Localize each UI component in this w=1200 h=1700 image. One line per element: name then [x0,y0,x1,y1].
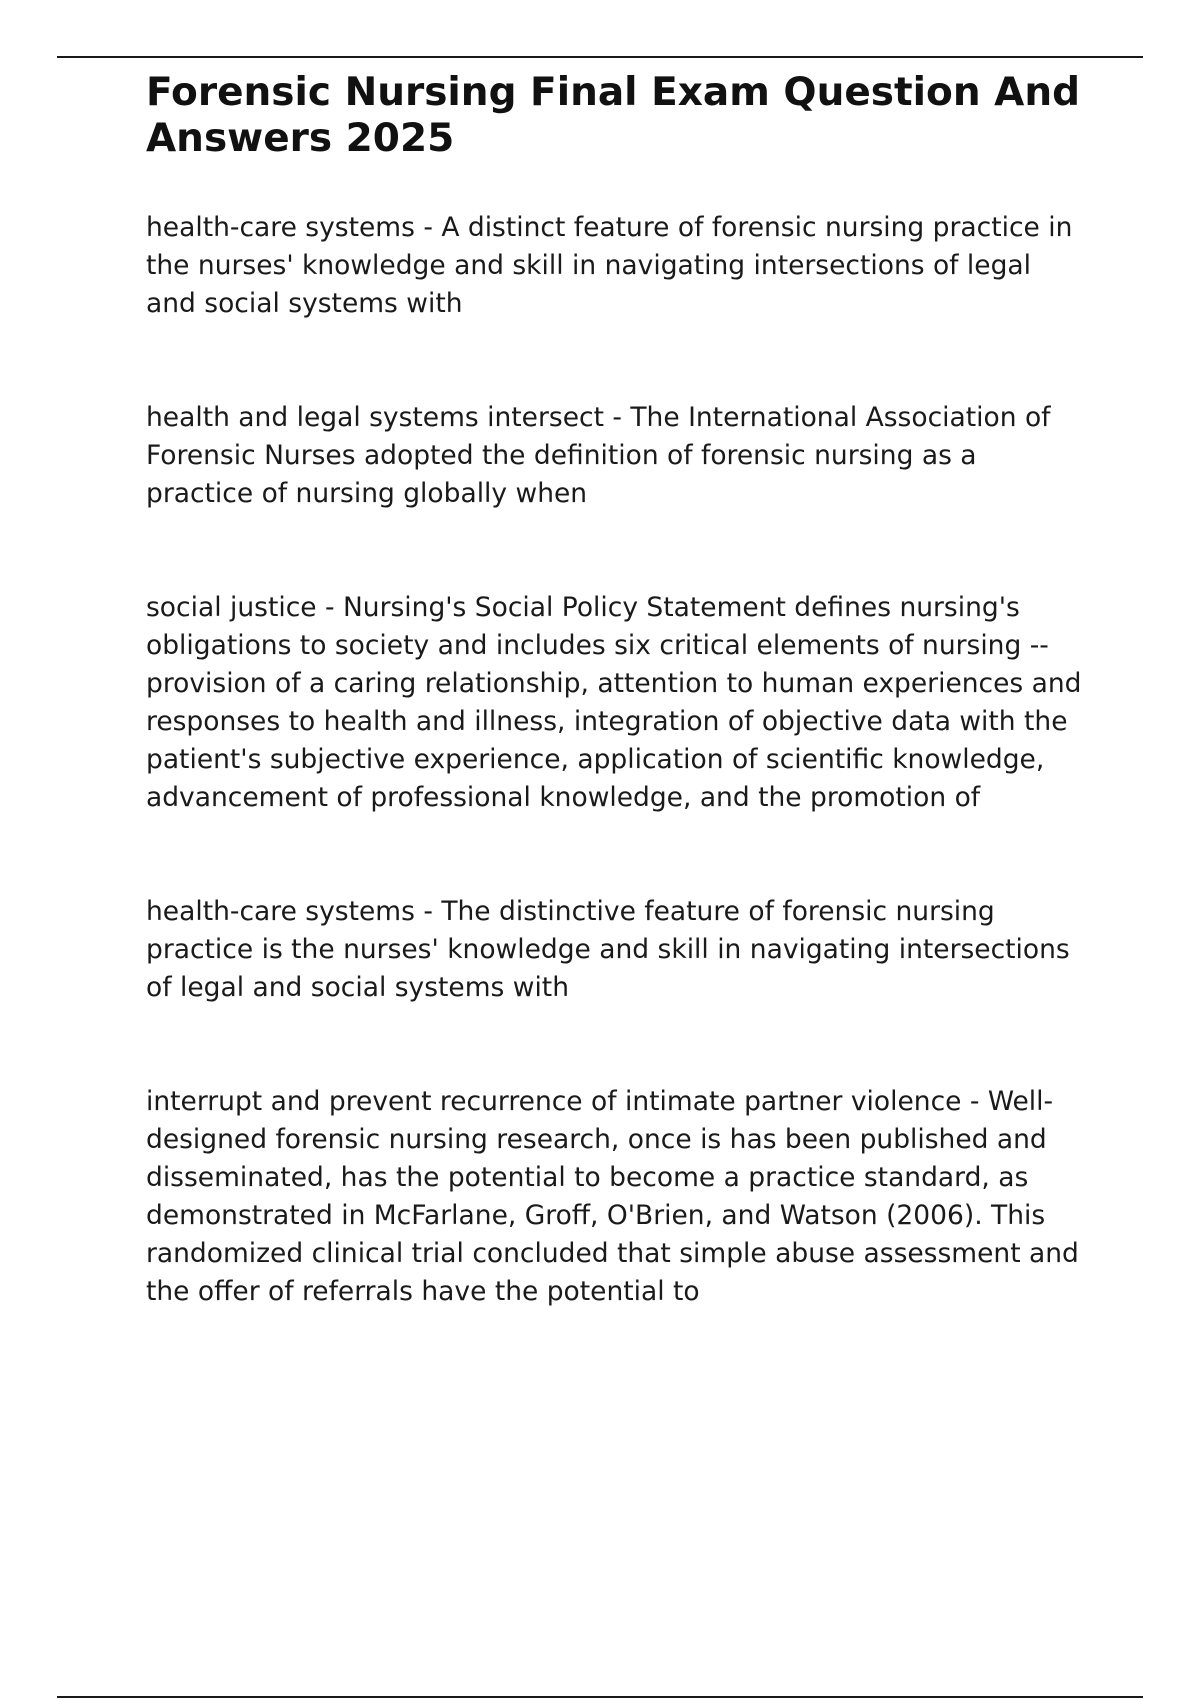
top-rule [57,56,1143,58]
bottom-rule [57,1696,1143,1698]
qa-item-3: social justice - Nursing's Social Policy Statement defines nursing's obligations to society and includes six critical elements of nursing -- provision of a caring relationship, attention to human experiences and responses to health and illness, integration of objective data with the patient's subjective experience, application of scientific knowledge, advancement of professional knowledge, and the promotion of [146,592,1082,813]
qa-item-4: health-care systems - The distinctive feature of forensic nursing practice is the nurses' knowledge and skill in navigating intersections of legal and social systems with [146,896,1070,1003]
qa-item-1: health-care systems - A distinct feature of forensic nursing practice in the nurses' knowledge and skill in navigating intersections of legal and social systems with [146,212,1073,319]
qa-item-5: interrupt and prevent recurrence of intimate partner violence - Well-designed forensic nursing research, once is has been published and disseminated, has the potential to become a practice standard, as demonstrated in McFarlane, Groff, O'Brien, and Watson (2006). This randomized clinical trial concluded that simple abuse assessment and the offer of referrals have the potential to [146,1086,1079,1307]
qa-item-2: health and legal systems intersect - The International Association of Forensic Nurses adopted the definition of forensic nursing as a practice of nursing globally when [146,402,1051,509]
qa-list [146,209,1086,1387]
page-title: Forensic Nursing Final Exam Question And Answers 2025 [146,70,1081,161]
